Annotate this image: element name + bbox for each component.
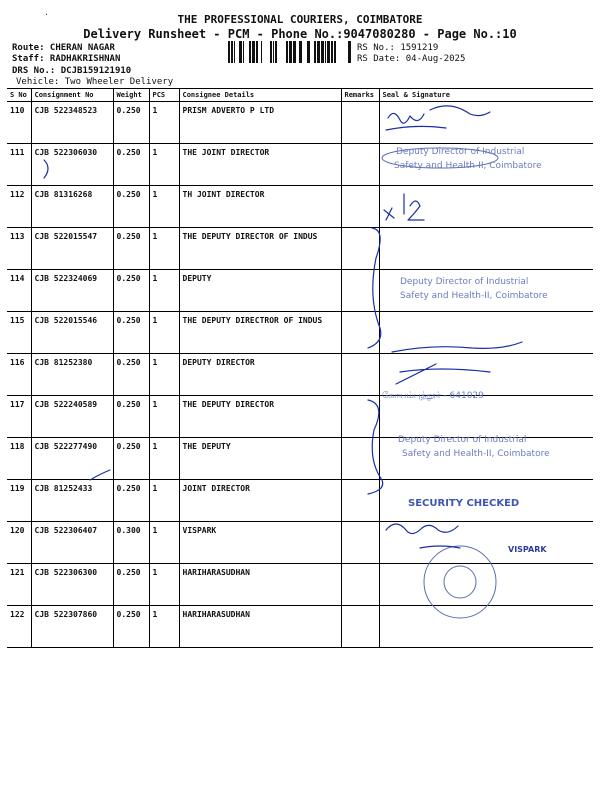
weight-cell: 0.250 <box>113 270 149 312</box>
consignment-number: CJB 522324069 <box>31 270 113 312</box>
pcs-cell: 1 <box>149 522 179 564</box>
stamp-text-114a: Deputy Director of Industrial <box>400 277 529 287</box>
vispark-stamp: VISPARK <box>508 545 547 554</box>
runsheet-table <box>7 88 593 648</box>
table-row <box>7 270 593 312</box>
pcs-cell: 1 <box>149 270 179 312</box>
barcode-bar <box>307 41 310 63</box>
weight-cell: 0.250 <box>113 564 149 606</box>
barcode-bar <box>325 41 326 63</box>
barcode-bar <box>234 41 235 63</box>
consignee-cell: DEPUTY DIRECTOR <box>179 354 341 396</box>
consignee-cell: DEPUTY <box>179 270 341 312</box>
consignment-number: CJB 522306407 <box>31 522 113 564</box>
stamp-text-118a: Deputy Director of Industrial <box>398 435 527 445</box>
serial-number: 112 <box>7 186 31 228</box>
stamp-text-114b: Safety and Health-II, Coimbatore <box>400 291 548 301</box>
drs-label: DRS No.: DCJB159121910 <box>12 66 132 76</box>
serial-number: 121 <box>7 564 31 606</box>
seal-signature-cell <box>379 522 593 564</box>
serial-number: 122 <box>7 606 31 648</box>
pcs-cell: 1 <box>149 396 179 438</box>
consignee-cell: HARIHARASUDHAN <box>179 564 341 606</box>
barcode-bar <box>270 41 272 63</box>
consignment-number: CJB 522306030 <box>31 144 113 186</box>
pcs-cell: 1 <box>149 564 179 606</box>
barcode-bar <box>331 41 333 63</box>
remarks-cell <box>341 606 379 648</box>
weight-cell: 0.250 <box>113 228 149 270</box>
seal-signature-cell <box>379 354 593 396</box>
column-header: Consignment No <box>31 89 113 102</box>
column-header: Consignee Details <box>179 89 341 102</box>
barcode-bar <box>261 41 262 63</box>
column-header: Seal & Signature <box>379 89 593 102</box>
pcs-cell: 1 <box>149 438 179 480</box>
remarks-cell <box>341 228 379 270</box>
pcs-cell: 1 <box>149 186 179 228</box>
consignment-number: CJB 522348523 <box>31 102 113 144</box>
seal-signature-cell <box>379 270 593 312</box>
column-header: Weight <box>113 89 149 102</box>
pcs-cell: 1 <box>149 354 179 396</box>
serial-number: 120 <box>7 522 31 564</box>
barcode-bar <box>275 41 277 63</box>
barcode-bar <box>327 41 330 63</box>
consignment-number: CJB 522015547 <box>31 228 113 270</box>
pcs-cell: 1 <box>149 144 179 186</box>
weight-cell: 0.250 <box>113 186 149 228</box>
pcs-cell: 1 <box>149 606 179 648</box>
pcs-cell: 1 <box>149 102 179 144</box>
scan-speck: · <box>44 10 49 19</box>
barcode-bar <box>334 41 336 63</box>
serial-number: 115 <box>7 312 31 354</box>
stamp-text-118b: Safety and Health-II, Coimbatore <box>402 449 550 459</box>
runsheet-subtitle: Delivery Runsheet - PCM - Phone No.:9047080280 - Page No.:10 <box>83 27 517 41</box>
consignment-number: CJB 81316268 <box>31 186 113 228</box>
serial-number: 119 <box>7 480 31 522</box>
remarks-cell <box>341 270 379 312</box>
weight-cell: 0.250 <box>113 354 149 396</box>
pcs-cell: 1 <box>149 480 179 522</box>
serial-number: 116 <box>7 354 31 396</box>
barcode-bar <box>249 41 251 63</box>
remarks-cell <box>341 102 379 144</box>
consignment-number: CJB 81252433 <box>31 480 113 522</box>
barcode-bar <box>286 41 288 63</box>
serial-number: 111 <box>7 144 31 186</box>
table-row <box>7 312 593 354</box>
staff-label: Staff: RADHAKRISHNAN <box>12 54 121 64</box>
consignment-number: CJB 522277490 <box>31 438 113 480</box>
serial-number: 110 <box>7 102 31 144</box>
serial-number: 113 <box>7 228 31 270</box>
table-row <box>7 438 593 480</box>
consignee-cell: THE DEPUTY DIRECTOR <box>179 396 341 438</box>
barcode-bar <box>228 41 230 63</box>
remarks-cell <box>341 522 379 564</box>
barcode-bar <box>321 41 324 63</box>
weight-cell: 0.250 <box>113 606 149 648</box>
seal-signature-cell <box>379 228 593 270</box>
remarks-cell <box>341 564 379 606</box>
barcode-bar <box>243 41 244 63</box>
remarks-cell <box>341 396 379 438</box>
consignee-cell: THE DEPUTY DIRECTOR OF INDUS <box>179 228 341 270</box>
weight-cell: 0.250 <box>113 396 149 438</box>
stamp-text-111b: Safety and Health-II, Coimbatore <box>394 161 542 171</box>
consignment-number: CJB 522306300 <box>31 564 113 606</box>
consignee-cell: THE DEPUTY <box>179 438 341 480</box>
serial-number: 117 <box>7 396 31 438</box>
barcode-bar <box>314 41 316 63</box>
security-checked-stamp: SECURITY CHECKED <box>408 498 520 509</box>
remarks-cell <box>341 354 379 396</box>
barcode-bar <box>252 41 255 63</box>
column-header: PCS <box>149 89 179 102</box>
consignee-cell: VISPARK <box>179 522 341 564</box>
remarks-cell <box>341 438 379 480</box>
table-row <box>7 144 593 186</box>
consignee-cell: HARIHARASUDHAN <box>179 606 341 648</box>
weight-cell: 0.250 <box>113 480 149 522</box>
remarks-cell <box>341 186 379 228</box>
barcode <box>228 41 352 63</box>
barcode-bar <box>239 41 242 63</box>
consignee-cell: JOINT DIRECTOR <box>179 480 341 522</box>
pcs-cell: 1 <box>149 228 179 270</box>
column-header: S No <box>7 89 31 102</box>
serial-number: 114 <box>7 270 31 312</box>
weight-cell: 0.250 <box>113 438 149 480</box>
consignee-cell: TH JOINT DIRECTOR <box>179 186 341 228</box>
seal-signature-cell <box>379 438 593 480</box>
weight-cell: 0.250 <box>113 312 149 354</box>
weight-cell: 0.250 <box>113 144 149 186</box>
barcode-bar <box>299 41 302 63</box>
weight-cell: 0.250 <box>113 102 149 144</box>
stamp-text-111a: Deputy Director of Industrial <box>396 147 525 157</box>
weight-cell: 0.300 <box>113 522 149 564</box>
vehicle-label: Vehicle: Two Wheeler Delivery <box>16 77 174 87</box>
consignee-cell: THE DEPUTY DIRECTROR OF INDUS <box>179 312 341 354</box>
table-header <box>7 89 593 102</box>
consignee-cell: THE JOINT DIRECTOR <box>179 144 341 186</box>
rs-date: RS Date: 04-Aug-2025 <box>357 54 466 64</box>
consignment-number: CJB 522307860 <box>31 606 113 648</box>
route-label: Route: CHERAN NAGAR <box>12 43 115 53</box>
barcode-bar <box>273 41 274 63</box>
seal-signature-cell <box>379 564 593 606</box>
table-row <box>7 354 593 396</box>
barcode-bar <box>289 41 292 63</box>
seal-signature-cell <box>379 186 593 228</box>
consignee-cell: PRISM ADVERTO P LTD <box>179 102 341 144</box>
seal-signature-cell <box>379 102 593 144</box>
remarks-cell <box>341 144 379 186</box>
rs-number: RS No.: 1591219 <box>357 43 439 53</box>
serial-number: 118 <box>7 438 31 480</box>
table-row <box>7 228 593 270</box>
consignment-number: CJB 81252380 <box>31 354 113 396</box>
table-row <box>7 102 593 144</box>
consignment-number: CJB 522240589 <box>31 396 113 438</box>
barcode-bar <box>231 41 233 63</box>
table-row <box>7 606 593 648</box>
column-header: Remarks <box>341 89 379 102</box>
remarks-cell <box>341 312 379 354</box>
barcode-bar <box>293 41 296 63</box>
company-title: THE PROFESSIONAL COURIERS, COIMBATORE <box>177 13 423 26</box>
seal-signature-cell <box>379 396 593 438</box>
table-row <box>7 396 593 438</box>
table-row <box>7 186 593 228</box>
seal-signature-cell <box>379 312 593 354</box>
barcode-bar <box>348 41 351 63</box>
seal-signature-cell <box>379 144 593 186</box>
remarks-cell <box>341 480 379 522</box>
barcode-bar <box>256 41 258 63</box>
seal-signature-cell <box>379 606 593 648</box>
barcode-bar <box>317 41 320 63</box>
table-row <box>7 564 593 606</box>
consignment-number: CJB 522015546 <box>31 312 113 354</box>
pcs-cell: 1 <box>149 312 179 354</box>
table-row <box>7 522 593 564</box>
stamp-text-116: கோயம்புத்தூர் - 641029 <box>382 391 484 401</box>
